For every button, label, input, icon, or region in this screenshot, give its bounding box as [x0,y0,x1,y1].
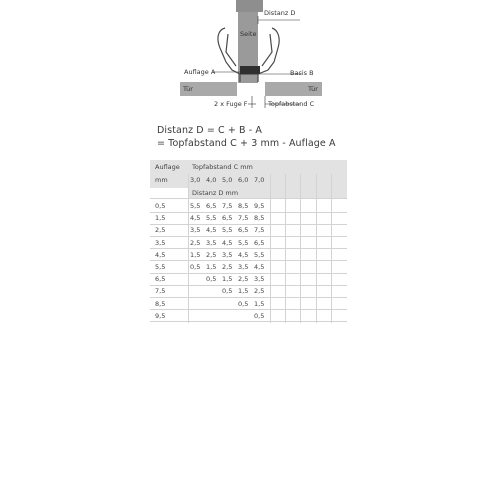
row-rule [150,248,347,249]
distanz-value: 7,5 [254,226,265,235]
label-tuer-left: Tür [183,85,193,93]
row-rule [150,297,347,298]
distanz-value: 0,5 [238,299,249,308]
auflage-value: 0,5 [155,202,166,210]
distanz-value: 2,5 [222,263,233,271]
label-seite: Seite [240,30,257,38]
distanz-value: 6,5 [206,202,217,210]
formula-line-2: = Topfabstand C + 3 mm - Auflage A [157,138,336,149]
table-header-rule [150,198,347,199]
auflage-value: 1,5 [155,214,166,223]
distanz-value: 3,5 [254,275,265,284]
distanz-value: 1,5 [254,299,265,308]
distanz-value: 9,5 [254,202,265,210]
distanz-value: 6,5 [222,214,233,223]
formula-line-1: Distanz D = C + B - A [157,125,263,136]
auflage-value: 6,5 [155,275,166,284]
row-rule [150,321,347,322]
distanz-value: 1,5 [238,287,249,296]
distanz-value: 4,5 [190,214,201,223]
distanz-value: 1,5 [222,275,233,284]
distanz-value: 3,5 [206,238,217,247]
distanz-value: 0,5 [254,311,265,320]
distanz-value: 0,5 [206,275,217,284]
distanz-value: 0,5 [222,287,233,296]
c-value: 7,0 [254,176,265,184]
auflage-value: 8,5 [155,299,166,308]
auflage-value: 7,5 [155,287,166,296]
distanz-value: 5,5 [206,214,217,223]
distanz-value: 6,5 [238,226,249,235]
label-basis-b: Basis B [290,69,314,77]
auflage-value: 5,5 [155,263,166,271]
distanz-value: 2,5 [206,250,217,259]
hinge-diagram [0,0,500,120]
label-tuer-right: Tür [308,85,318,93]
auflage-value: 9,5 [155,311,166,320]
row-rule [150,309,347,310]
header-auflage: Auflage [155,163,180,171]
distanz-value: 1,5 [206,263,217,271]
row-rule [150,285,347,286]
header-topfabstand: Topfabstand C mm [192,163,253,171]
distanz-label: Distanz D mm [192,189,239,197]
auflage-value: 2,5 [155,226,166,235]
distanz-value: 3,5 [190,226,201,235]
distanz-value: 4,5 [222,238,233,247]
row-rule [150,212,347,213]
row-rule [150,273,347,274]
distanz-value: 4,5 [238,250,249,259]
distanz-value: 5,5 [222,226,233,235]
auflage-value: 3,5 [155,238,166,247]
c-value: 4,0 [206,176,217,184]
distanz-value: 4,5 [206,226,217,235]
distanz-value: 4,5 [254,263,265,271]
header-unit: mm [155,176,168,184]
label-topfabstand: Topfabstand C [268,100,315,108]
label-fuge: 2 x Fuge F [214,100,248,108]
row-rule [150,260,347,261]
distanz-value: 5,5 [190,202,201,210]
distance-table [150,160,347,323]
side-panel-top [236,0,263,12]
distanz-value: 2,5 [254,287,265,296]
label-auflage-a: Auflage A [184,68,216,76]
c-value: 5,0 [222,176,233,184]
distanz-value: 5,5 [238,238,249,247]
auflage-value: 4,5 [155,250,166,259]
label-distanz-d: Distanz D [264,9,296,17]
distanz-value: 8,5 [238,202,249,210]
distanz-value: 3,5 [238,263,249,271]
distanz-value: 6,5 [254,238,265,247]
distanz-value: 7,5 [238,214,249,223]
distanz-value: 2,5 [238,275,249,284]
distanz-value: 0,5 [190,263,201,271]
distanz-value: 7,5 [222,202,233,210]
c-value: 3,0 [190,176,201,184]
row-rule [150,224,347,225]
distanz-value: 3,5 [222,250,233,259]
distanz-value: 2,5 [190,238,201,247]
distanz-value: 5,5 [254,250,265,259]
row-rule [150,236,347,237]
c-value: 6,0 [238,176,249,184]
distanz-value: 1,5 [190,250,201,259]
distanz-value: 8,5 [254,214,265,223]
